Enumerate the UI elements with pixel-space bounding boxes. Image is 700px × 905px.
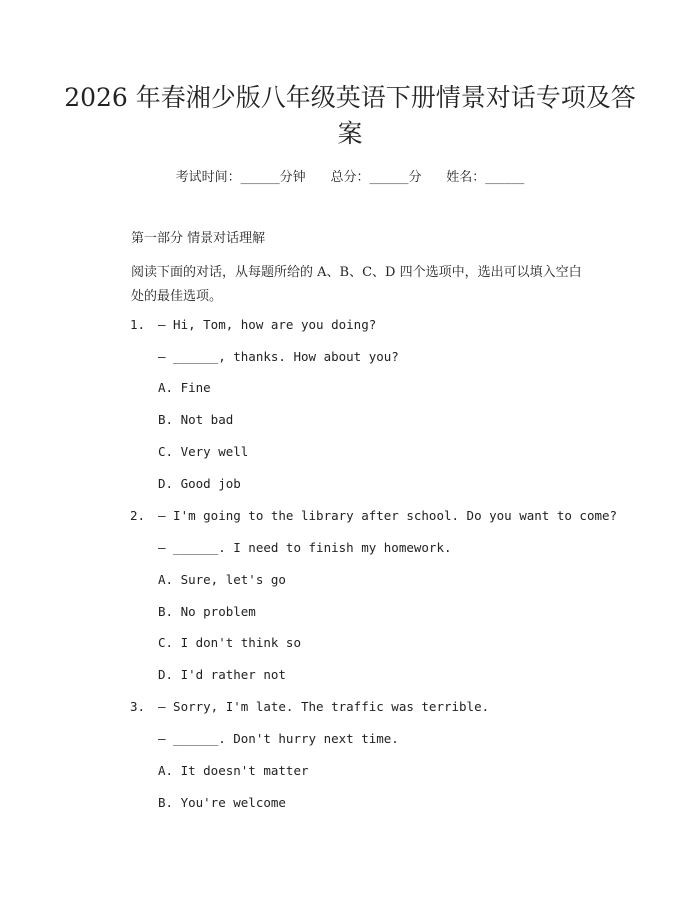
- option-c: C. I don't think so: [158, 635, 301, 650]
- question-response: — ______, thanks. How about you?: [158, 349, 399, 364]
- option-b: B. You're welcome: [158, 795, 286, 810]
- option-d: D. I'd rather not: [158, 667, 286, 682]
- question-number: 2.: [130, 508, 146, 523]
- exam-time-field: 考试时间：______分钟: [175, 170, 306, 185]
- section-instruction: 阅读下面的对话，从每题所给的 A、B、C、D 四个选项中，选出可以填入空白处的最佳选项。: [131, 265, 582, 304]
- option-b: B. Not bad: [158, 412, 234, 427]
- option-a: A. Fine: [158, 380, 211, 395]
- page-title: 2026 年春湘少版八年级英语下册情景对话专项及答案: [64, 83, 636, 148]
- option-a: A. Sure, let's go: [158, 572, 286, 587]
- student-name-field: 姓名：______: [446, 170, 525, 185]
- exam-info: [0, 168, 700, 188]
- question-response: — ______. I need to finish my homework.: [158, 540, 452, 555]
- question-number: 1.: [130, 317, 146, 332]
- question-prompt: — I'm going to the library after school. Do you want to come?: [158, 508, 618, 523]
- question-prompt: — Hi, Tom, how are you doing?: [158, 317, 377, 332]
- option-b: B. No problem: [158, 604, 256, 619]
- option-c: C. Very well: [158, 444, 249, 459]
- total-score-field: 总分：______分: [330, 170, 422, 185]
- question-prompt: — Sorry, I'm late. The traffic was terrible.: [158, 699, 490, 714]
- question-response: — ______. Don't hurry next time.: [158, 731, 399, 746]
- section-heading: 第一部分 情景对话理解: [131, 231, 266, 246]
- option-a: A. It doesn't matter: [158, 763, 309, 778]
- question-number: 3.: [130, 699, 146, 714]
- option-d: D. Good job: [158, 476, 241, 491]
